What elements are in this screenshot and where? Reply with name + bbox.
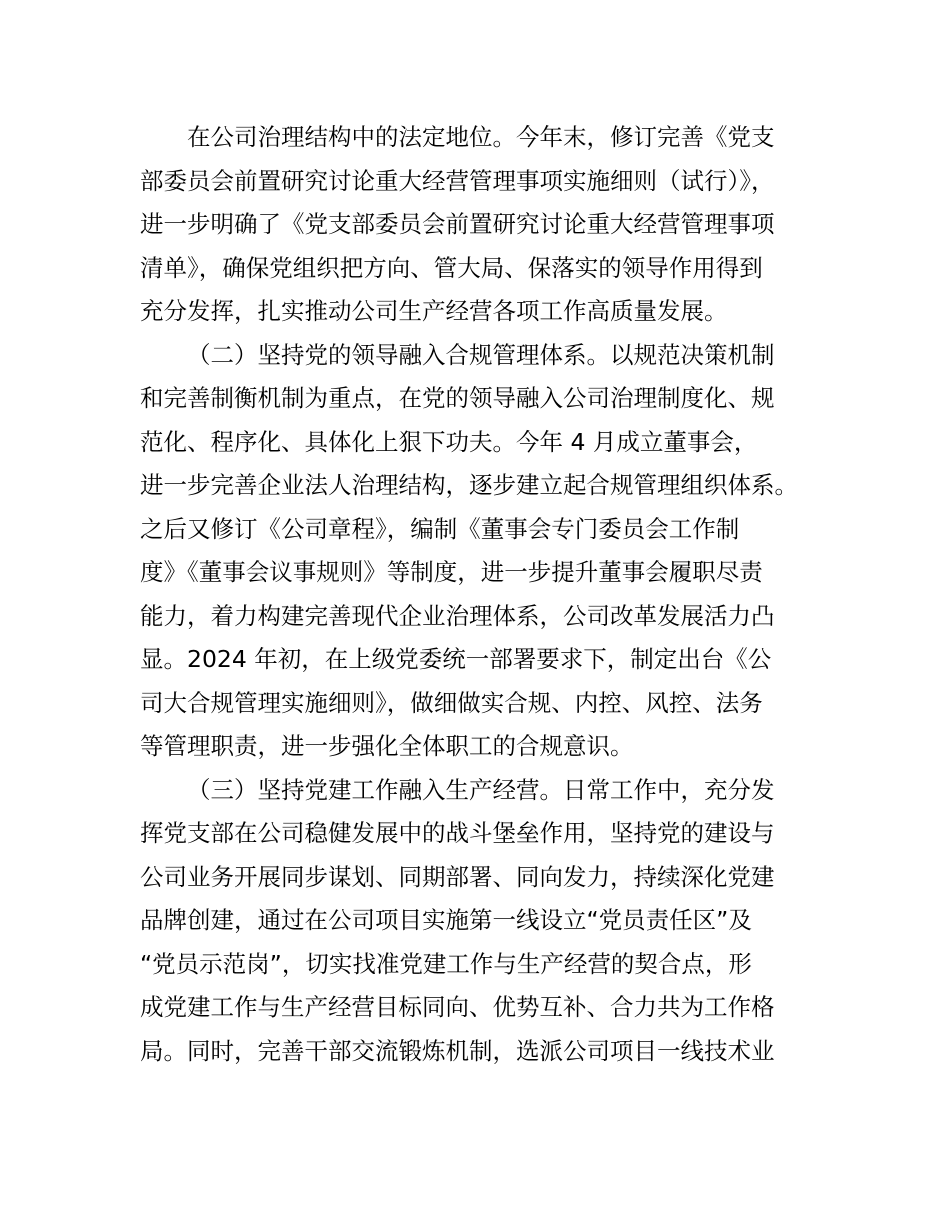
text-line: 之后又修订《公司章程》，编制《董事会专门委员会工作制	[140, 514, 740, 543]
text-line: 公司业务开展同步谋划、同期部署、同向发力，持续深化党建	[140, 862, 775, 891]
paragraph-3	[140, 769, 830, 1074]
text-line: “党员示范岗”，切实找准党建工作与生产经营的契合点，形	[140, 949, 752, 978]
paragraph-1	[140, 116, 830, 334]
text-line: 和完善制衡机制为重点，在党的领导融入公司治理制度化、规	[140, 384, 775, 412]
document-body	[140, 116, 830, 1073]
text-line: 在公司治理结构中的法定地位。今年末，修订完善《党支	[187, 123, 775, 151]
text-line: （二）坚持党的领导融入合规管理体系。以规范决策机制	[187, 340, 775, 369]
text-line: 等管理职责，进一步强化全体职工的合规意识。	[140, 732, 634, 760]
text-line: （三）坚持党建工作融入生产经营。日常工作中，充分发	[187, 775, 775, 804]
text-line: 进一步完善企业法人治理结构，逐步建立起合规管理组织体系。	[140, 471, 798, 499]
text-line: 挥党支部在公司稳健发展中的战斗堡垒作用，坚持党的建设与	[140, 819, 775, 847]
text-line: 度》《董事会议事规则》等制度，进一步提升董事会履职尽责	[140, 558, 763, 586]
text-line: 能力，着力构建完善现代企业治理体系，公司改革发展活力凸	[140, 601, 775, 630]
text-line: 成党建工作与生产经营目标同向、优势互补、合力共为工作格	[140, 993, 775, 1021]
text-line: 部委员会前置研究讨论重大经营管理事项实施细则（试行）》，	[140, 166, 775, 195]
text-line: 范化、程序化、具体化上狠下功夫。今年 4 月成立董事会，	[140, 427, 758, 456]
text-line: 显。2024 年初，在上级党委统一部署要求下，制定出台《公	[140, 645, 772, 673]
text-line: 品牌创建，通过在公司项目实施第一线设立“党员责任区”及	[140, 906, 752, 934]
text-line: 进一步明确了《党支部委员会前置研究讨论重大经营管理事项	[140, 210, 775, 238]
text-line: 局。同时，完善干部交流锻炼机制，选派公司项目一线技术业	[140, 1036, 775, 1065]
text-line: 司大合规管理实施细则》，做细做实合规、内控、风控、法务	[140, 688, 763, 717]
text-line: 充分发挥，扎实推动公司生产经营各项工作高质量发展。	[140, 297, 728, 325]
text-line: 清单》，确保党组织把方向、管大局、保落实的领导作用得到	[140, 253, 763, 282]
paragraph-2	[140, 334, 830, 769]
